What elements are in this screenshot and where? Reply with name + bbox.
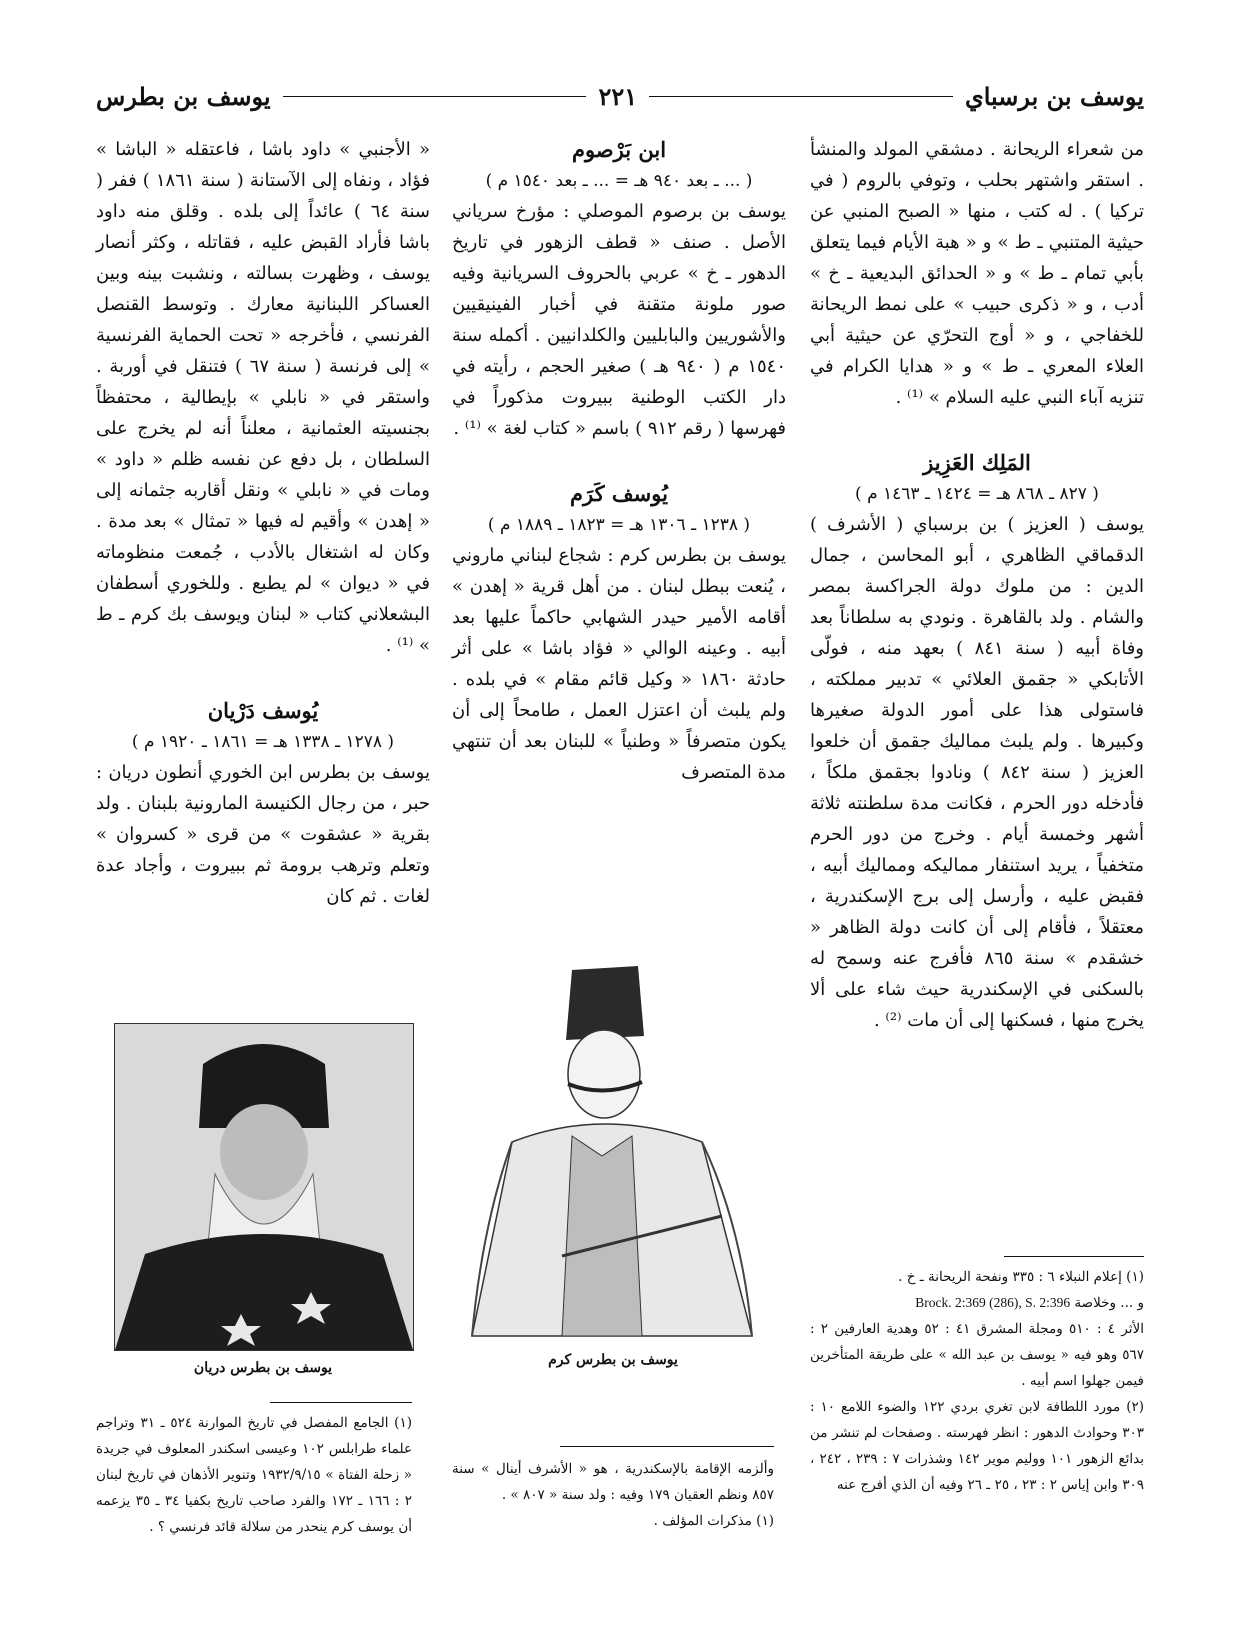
header-right-title: يوسف بن برسباي <box>964 81 1144 111</box>
footnote-col1-1b-ar: و ... وخلاصة <box>1074 1295 1144 1311</box>
entry-title-yusuf-daryan: يُوسف دَرْيان <box>207 698 319 723</box>
footnote-col2-1: (١) مذكرات المؤلف . <box>653 1513 774 1529</box>
footnote-col2-continued: وألزمه الإقامة بالإسكندرية ، هو « الأشرف أينال » سنة ٨٥٧ ونظم العقيان ١٧٩ وفيه : ولد سنة « ٨٠٧ » . <box>452 1461 774 1503</box>
footnote-col1-1c: الأثر ٤ : ٥١٠ ومجلة المشرق ٤١ : ٥٢ وهدية العارفين ٢ : ٥٦٧ وهو فيه « يوسف بن عبد الله » على طريقة المتأخرين فيمن جهلوا اسم أبيه . <box>810 1321 1144 1389</box>
header-left-title: يوسف بن بطرس <box>96 81 271 111</box>
footnote-col1-1b-latin: Brock. 2:369 (286), S. 2:396 <box>915 1295 1071 1310</box>
portrait-yusuf-daryan <box>114 1023 414 1351</box>
footnote-rule-right <box>1004 1256 1144 1257</box>
caption-yusuf-karam: يوسف بن بطرس كرم <box>548 1352 678 1368</box>
portrait-yusuf-karam-drawing <box>452 966 774 1344</box>
column-right <box>810 134 1144 1036</box>
footnote-col1-1a: (١) إعلام النبلاء ٦ : ٣٣٥ ونفحة الريحانة ـ خ . <box>898 1269 1144 1285</box>
portrait-yusuf-karam <box>452 966 774 1344</box>
header-rule-left <box>283 96 587 97</box>
entry-title-ibn-barsum: ابن بَرْصوم <box>571 137 667 162</box>
footnotes-left <box>96 1410 412 1540</box>
column-left <box>96 134 430 912</box>
entry-dates-yusuf-daryan: ( ١٢٧٨ ـ ١٣٣٨ هـ = ١٨٦١ ـ ١٩٢٠ م ) <box>131 732 395 752</box>
entry-text-yusuf-karam: يوسف بن بطرس كرم : شجاع لبناني ماروني ، يُنعت ببطل لبنان . من أهل قرية « إهدن » أقامه الأمير حيدر الشهابي حاكماً عليها بعد أبيه . وعينه الوالي « فؤاد باشا » على أثر حادثة ١٨٦٠ « وكيل قائم مقام » في بلده . ولم يلبث أن اعتزل العمل ، طامحاً إلى أن يكون متصرفاً « وطنياً » للبنان بعد أن تنتهي مدة المتصرف <box>452 545 786 783</box>
footnotes-right <box>810 1264 1144 1498</box>
page-header <box>96 78 1144 114</box>
footnotes-middle <box>452 1456 774 1534</box>
entry-title-al-aziz: المَلِك العَزِيز <box>923 450 1031 475</box>
entry-dates-al-aziz: ( ٨٢٧ ـ ٨٦٨ هـ = ١٤٢٤ ـ ١٤٦٣ م ) <box>855 484 1099 504</box>
col1-intro-text: من شعراء الريحانة . دمشقي المولد والمنشأ . استقر واشتهر بحلب ، وتوفي بالروم ( في تركيا ) . له كتب ، منها « الصبح المنبي عن حيثية المتنبي ـ ط » و « هبة الأيام فيما يتعلق بأبي تمام ـ ط » و « الحدائق البديعية ـ خ » أدب ، و « ذكرى حبيب » على نمط الريحانة للخفاجي ، و « أوج التحرّي عن حيثية أبي العلاء المعري ـ ط » و « هدايا الكرام في تنزيه آباء النبي عليه السلام » ⁽¹⁾ . <box>810 139 1144 408</box>
footnote-col1-2: (٢) مورد اللطافة لابن تغري بردي ١٢٢ والضوء اللامع ١٠ : ٣٠٣ وحوادث الدهور : انظر فهرسته . وصفحات لم تنشر من بدائع الزهور ١٠١ وولیم موير ١٤٢ وشذرات ٧ : ٢٣٩ ، ٢٤٢ ، ٣٠٩ وابن إياس ٢ : ٢٣ ، ٢٥ ـ ٢٦ وفيه أن الذي أفرج عنه <box>810 1399 1145 1493</box>
entry-text-ibn-barsum: يوسف بن برصوم الموصلي : مؤرخ سرياني الأصل . صنف « قطف الزهور في تاريخ الدهور ـ خ » عربي بالحروف السريانية وفيه صور ملونة متقنة في أخبار الفينيقيين والأشوريين والبابليين والكلدانيين . أكمله سنة ١٥٤٠ م ( ٩٤٠ هـ ) صغير الحجم ، رأيته في دار الكتب الوطنية ببيروت مذكوراً في فهرسها ( رقم ٩١٢ ) باسم « كتاب لغة » ⁽¹⁾ . <box>452 201 786 439</box>
footnote-col1-1b <box>810 1290 1144 1316</box>
entry-text-yusuf-daryan: يوسف بن بطرس ابن الخوري أنطون دريان : حبر ، من رجال الكنيسة المارونية بلبنان . ولد بقرية « عشقوت » من قرى « كسروان » وتعلم وترهب برومة ثم ببيروت ، وأجاد عدة لغات . ثم كان <box>96 762 430 907</box>
footnote-rule-middle <box>560 1446 774 1447</box>
entry-dates-ibn-barsum: ( ... ـ بعد ٩٤٠ هـ = ... ـ بعد ١٥٤٠ م ) <box>485 171 753 191</box>
page-number: ٢٢١ <box>598 81 638 111</box>
footnote-col3-1: (١) الجامع المفصل في تاريخ الموارنة ٥٢٤ ـ ٣١ وتراجم علماء طرابلس ١٠٢ وعيسى اسكندر المعلوف في جريدة « زحلة الفتاة » ١٩٣٢/٩/١٥ وتنوير الأذهان في تاريخ لبنان ٢ : ١٦٦ ـ ١٧٢ والفرد صاحب تاريخ بكفيا ٣٤ ـ ٣٥ يزعمه أن يوسف كرم ينحدر من سلالة قائد فرنسي ؟ . <box>96 1415 413 1535</box>
caption-yusuf-daryan: يوسف بن بطرس دريان <box>193 1360 333 1376</box>
header-rule-right <box>649 96 953 97</box>
entry-dates-yusuf-karam: ( ١٢٣٨ ـ ١٣٠٦ هـ = ١٨٢٣ ـ ١٨٨٩ م ) <box>487 515 751 535</box>
col3-intro-text: « الأجنبي » داود باشا ، فاعتقله « الباشا » فؤاد ، ونفاه إلى الآستانة ( سنة ١٨٦١ ) ففر ( سنة ٦٤ ) عائداً إلى بلده . وقلق منه داود باشا فأراد القبض عليه ، فقاتله ، وكثر أنصار يوسف ، وظهرت بسالته ، ونشبت بينه وبين العساكر اللبنانية معارك . وتوسط القنصل الفرنسي ، فأخرجه « تحت الحماية الفرنسية » إلى فرنسة ( سنة ٦٧ ) فتنقل في أوربة . واستقر في « نابلي » بإيطالية ، محتفظاً بجنسيته العثمانية ، معلناً أنه لم يخرج على السلطان ، بل دفع عن نفسه ظلم « داود » ومات في « نابلي » ونقل أقاربه جثمانه إلى « إهدن » وأقيم له فيها « تمثال » بعد مدة . وكان له اشتغال بالأدب ، جُمعت منظوماته في « ديوان » لم يطبع . وللخوري أسطفان البشعلاني كتاب « لبنان ويوسف بك كرم ـ ط » ⁽¹⁾ . <box>96 139 430 656</box>
entry-text-al-aziz: يوسف ( العزيز ) بن برسباي ( الأشرف ) الدقماقي الظاهري ، أبو المحاسن ، جمال الدين : من ملوك دولة الجراكسة بمصر والشام . ولد بالقاهرة . ونودي به سلطاناً بعد وفاة أبيه ( سنة ٨٤١ ) بعهد منه ، فولّى الأتابكي « جقمق العلائي » تدبير مملكته ، فاستولى هذا على أمور الدولة صغيرها وكبيرها . ولم يلبث مماليك جقمق أن خلعوا العزيز ( سنة ٨٤٢ ) ونادوا بجقمق ملكاً ، فأدخله دور الحرم ، فكانت مدة سلطنته ثلاثة أشهر وخمسة أيام . وخرج من دور الحرم متخفياً ، يريد استنفار مماليكه ومماليك أبيه ، فقبض عليه ، وأرسل إلى برج الإسكندرية ، معتقلاً ، فأقام إلى أن كانت دولة الظاهر « خشقدم » سنة ٨٦٥ فأفرج عنه وسمح له بالسكنى في الإسكندرية حيث شاء على ألا يخرج منها ، فسكنها إلى أن مات ⁽²⁾ . <box>810 514 1144 1031</box>
portrait-yusuf-daryan-drawing <box>115 1024 413 1350</box>
column-middle <box>452 134 786 788</box>
footnote-rule-left <box>270 1402 412 1403</box>
entry-title-yusuf-karam: يُوسف كَرَم <box>570 481 668 506</box>
